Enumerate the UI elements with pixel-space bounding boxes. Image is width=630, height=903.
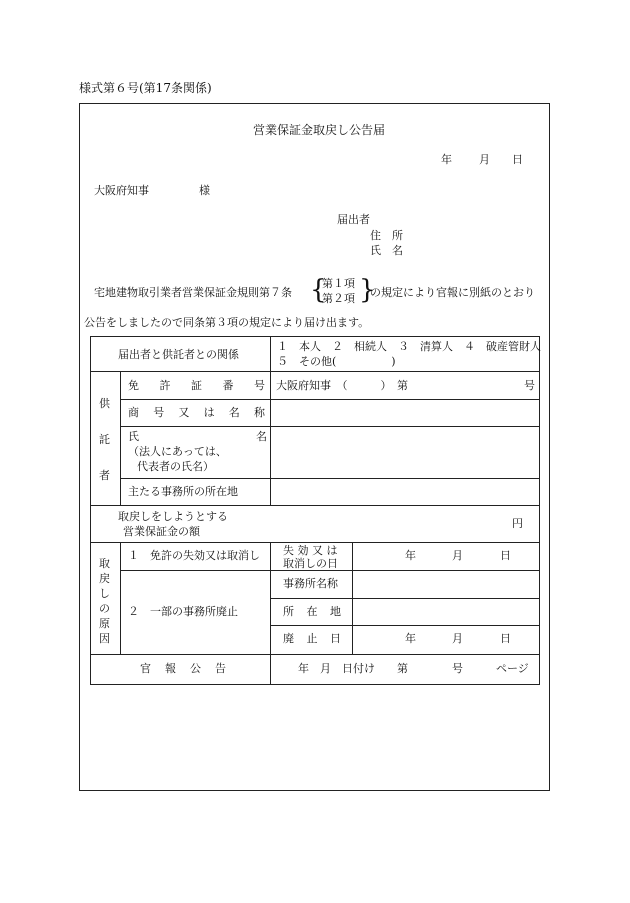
form-title: 営業保証金取戻し公告届 [253,123,386,137]
addressee-honorific: 様 [199,184,210,197]
open-brace: { [310,275,327,305]
license-label: 免 許 証 番 号 [128,379,265,392]
expiry-label-2: 取消しの日 [283,557,338,570]
abolish-day: 日 [500,632,511,645]
date-day: 日 [512,153,523,166]
applicant-label: 届出者 [337,213,370,226]
abolish-label: 廃 止 日 [283,632,341,645]
expiry-year: 年 [405,549,416,562]
office-label: 主たる事務所の所在地 [128,485,238,498]
relation-options: １ 本人 ２ 相続人 ３ 清算人 ４ 破産管財人 [277,340,541,353]
amount-label-1: 取戻しをしようとする [118,510,228,523]
relation-other: ５ その他( ) [277,355,396,368]
date-year: 年 [441,153,452,166]
abolish-month: 月 [452,632,463,645]
applicant-address-label: 住 所 [370,229,403,242]
body-line1-pre: 宅地建物取引業者営業保証金規則第７条 [94,286,292,299]
expiry-label-1: 失 効 又 は [283,544,338,557]
expiry-day: 日 [500,549,511,562]
relation-label: 届出者と供託者との関係 [118,348,239,361]
license-unit: 号 [524,379,535,392]
date-month: 月 [479,153,490,166]
amount-label-2: 営業保証金の額 [123,525,200,538]
reason-1: １ 免許の失効又は取消し [128,549,260,562]
reason-2: ２ 一部の事務所廃止 [128,605,238,618]
license-value: 大阪府知事 （ ） 第 [276,379,408,392]
body-line1-post: の規定により官報に別紙のとおり [370,286,535,299]
location-label: 所 在 地 [283,605,341,618]
expiry-month: 月 [452,549,463,562]
trade-name-label: 商 号 又 は 名 称 [128,406,265,419]
name-label-corporate: （法人にあっては、 [128,445,227,458]
form-number: 様式第６号(第17条関係) [79,81,212,95]
body-option-2: 第２項 [322,292,355,305]
gazette-value: 年 月 日付け 第 号 ページ [298,662,529,675]
addressee-name: 大阪府知事 [94,184,149,197]
close-brace: } [359,275,376,305]
abolish-year: 年 [405,632,416,645]
office-name-label: 事務所名称 [283,577,338,590]
name-label-last: 名 [256,430,267,443]
amount-unit: 円 [512,517,523,530]
name-label-representative: 代表者の氏名） [137,460,214,473]
gazette-label: 官 報 公 告 [140,662,226,675]
applicant-name-label: 氏 名 [370,244,403,257]
name-label-first: 氏 [128,430,139,443]
body-line2: 公告をしましたので同条第３項の規定により届け出ます。 [84,316,370,329]
body-option-1: 第１項 [322,277,355,290]
